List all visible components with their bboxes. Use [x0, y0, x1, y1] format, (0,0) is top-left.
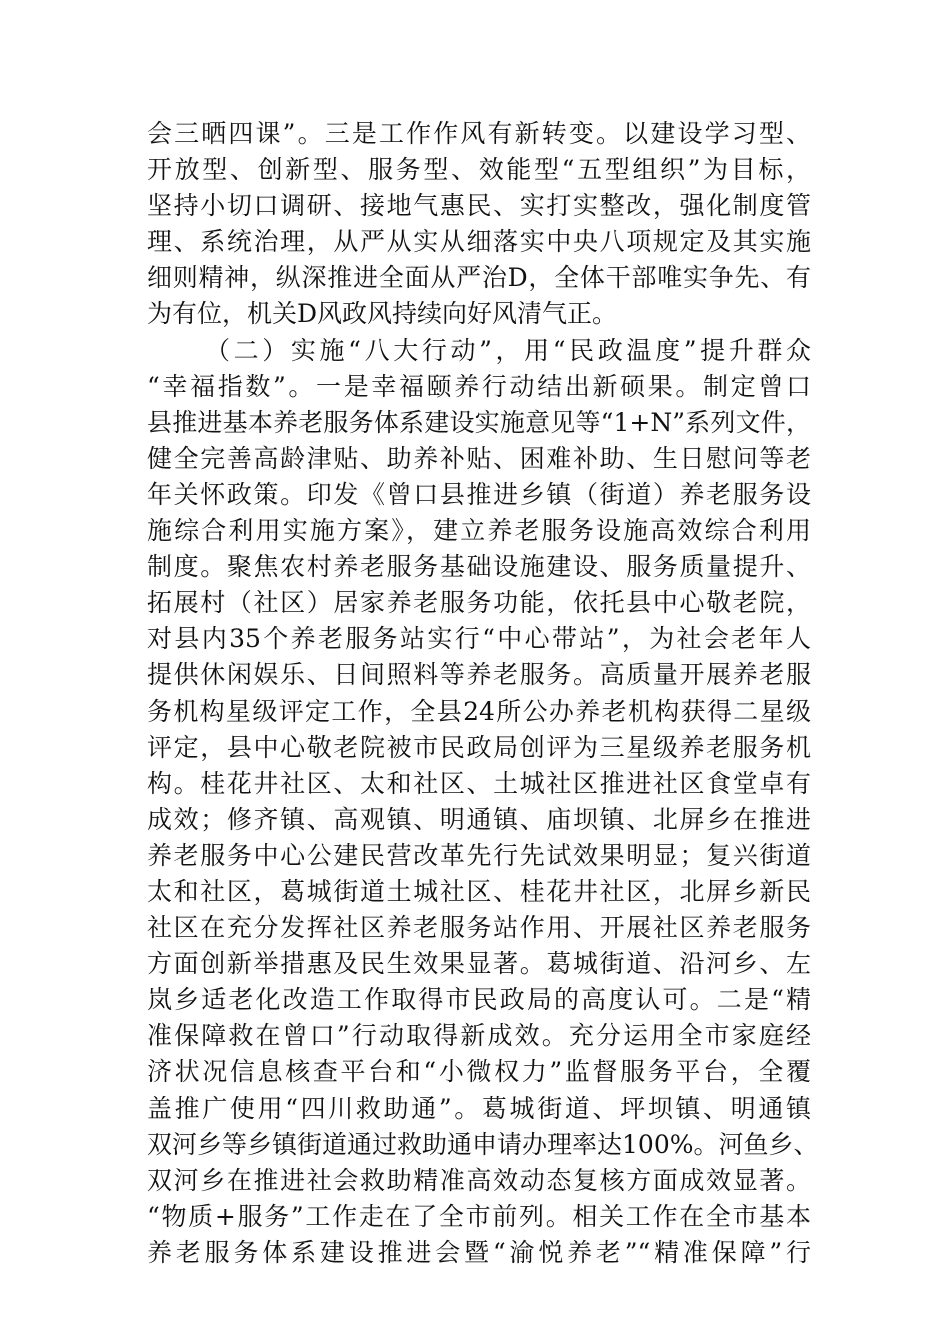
text-line: 养老服务中心公建民营改革先行先试效果明显；复兴街道 — [147, 840, 811, 870]
text-line: 准保障救在曾口”行动取得新成效。充分运用全市家庭经 — [147, 1021, 811, 1051]
text-line: 评定，县中心敬老院被市民政局创评为三星级养老服务机 — [147, 732, 811, 762]
text-line: 社区在充分发挥社区养老服务站作用、开展社区养老服务 — [147, 913, 811, 943]
text-line: 提供休闲娱乐、日间照料等养老服务。高质量开展养老服 — [147, 660, 811, 690]
text-line: 构。桂花井社区、太和社区、土城社区推进社区食堂卓有 — [147, 768, 811, 798]
text-line: 成效；修齐镇、高观镇、明通镇、庙坝镇、北屏乡在推进 — [147, 804, 811, 834]
text-line: 制度。聚焦农村养老服务基础设施建设、服务质量提升、 — [147, 552, 811, 582]
text-line: 坚持小切口调研、接地气惠民、实打实整改，强化制度管 — [147, 191, 811, 221]
text-line: “幸福指数”。一是幸福颐养行动结出新硕果。制定曾口 — [147, 371, 811, 401]
text-line: 县推进基本养老服务体系建设实施意见等“1+N”系列文件， — [147, 407, 811, 437]
text-line: 双河乡等乡镇街道通过救助通申请办理率达100%。河鱼乡、 — [147, 1129, 819, 1159]
text-line: 拓展村（社区）居家养老服务功能，依托县中心敬老院， — [147, 588, 811, 618]
text-line: 施综合利用实施方案》，建立养老服务设施高效综合利用 — [147, 516, 811, 546]
body-text — [147, 116, 819, 1271]
text-line: 细则精神，纵深推进全面从严治D，全体干部唯实争先、有 — [147, 263, 811, 293]
text-line: 会三晒四课”。三是工作作风有新转变。以建设学习型、 — [147, 119, 811, 148]
text-line: 务机构星级评定工作，全县24所公办养老机构获得二星级 — [147, 696, 811, 726]
text-line: 健全完善高龄津贴、助养补贴、困难补助、生日慰问等老 — [147, 443, 811, 473]
section-heading-line: （二）实施“八大行动”，用“民政温度”提升群众 — [205, 335, 811, 365]
text-line: 济状况信息核查平台和“小微权力”监督服务平台，全覆 — [147, 1057, 811, 1087]
text-line: 养老服务体系建设推进会暨“渝悦养老”“精准保障”行 — [147, 1237, 811, 1267]
text-line: 为有位，机关D风政风持续向好风清气正。 — [147, 299, 618, 329]
text-line: 年关怀政策。印发《曾口县推进乡镇（街道）养老服务设 — [147, 479, 811, 509]
text-line: 太和社区，葛城街道土城社区、桂花井社区，北屏乡新民 — [147, 876, 811, 906]
text-line: 双河乡在推进社会救助精准高效动态复核方面成效显著。 — [147, 1165, 811, 1195]
text-line: 岚乡适老化改造工作取得市民政局的高度认可。二是“精 — [147, 985, 811, 1015]
text-line: 方面创新举措惠及民生效果显著。葛城街道、沿河乡、左 — [147, 949, 811, 979]
text-line: 开放型、创新型、服务型、效能型“五型组织”为目标， — [147, 155, 811, 185]
text-line: 理、系统治理，从严从实从细落实中央八项规定及其实施 — [147, 227, 811, 257]
text-line: 盖推广使用“四川救助通”。葛城街道、坪坝镇、明通镇 — [147, 1093, 811, 1123]
text-line: “物质+服务”工作走在了全市前列。相关工作在全市基本 — [147, 1201, 811, 1231]
text-line: 对县内35个养老服务站实行“中心带站”，为社会老年人 — [147, 624, 811, 654]
